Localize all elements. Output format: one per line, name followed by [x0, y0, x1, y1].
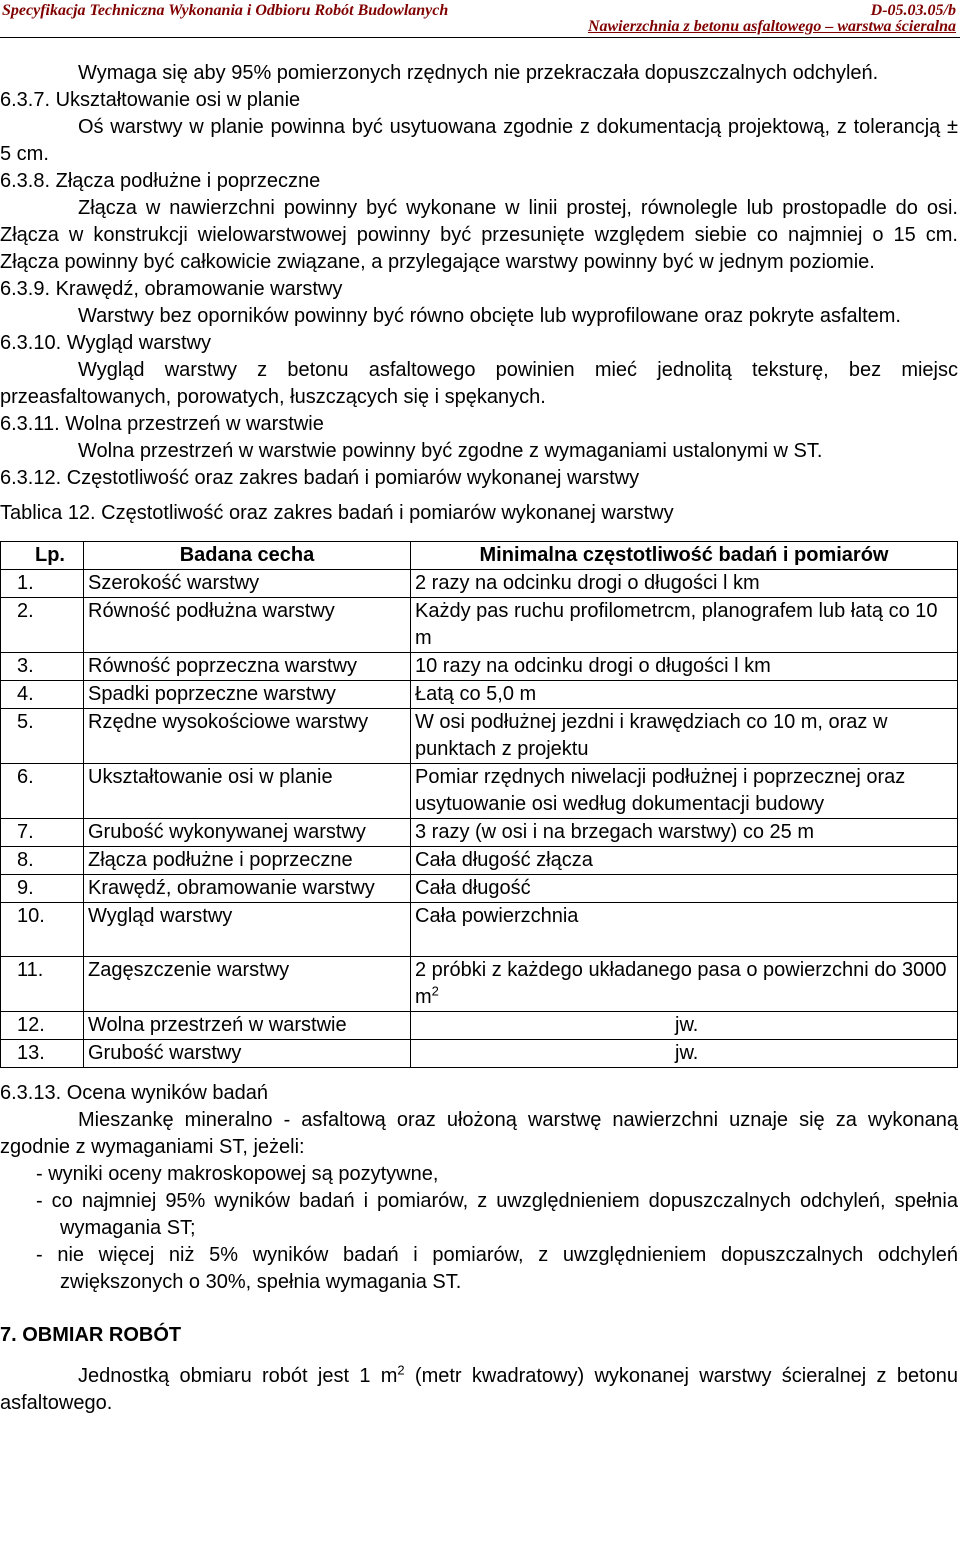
cell-number: 4. — [1, 681, 84, 709]
section-7-text-before: Jednostką obmiaru robót jest 1 m — [78, 1365, 398, 1387]
page-header — [0, 0, 960, 38]
cell-feature: Równość poprzeczna warstwy — [84, 653, 411, 681]
cell-number: 1. — [1, 570, 84, 598]
table-row — [1, 903, 958, 957]
paragraph-tolerance: Wymaga się aby 95% pomierzonych rzędnych nie przekraczała dopuszczalnych odchyleń. — [78, 62, 879, 84]
table-row — [1, 764, 958, 819]
header-cell-lp: Lp. — [1, 542, 84, 570]
cell-frequency: 10 razy na odcinku drogi o długości l km — [411, 653, 958, 681]
cell-frequency: jw. — [411, 1012, 958, 1040]
cell-number: 12. — [1, 1012, 84, 1040]
table-row — [1, 1040, 958, 1068]
cell-frequency-text: 2 próbki z każdego układanego pasa o powierzchni do 3000 m — [415, 959, 947, 1008]
header-cell-feature: Badana cecha — [84, 542, 411, 570]
cell-number: 9. — [1, 875, 84, 903]
cell-number: 5. — [1, 709, 84, 764]
heading-6-3-9: 6.3.9. Krawędź, obramowanie warstwy — [0, 278, 343, 300]
cell-number: 7. — [1, 819, 84, 847]
paragraph-6-3-8: Złącza w nawierzchni powinny być wykonane w linii prostej, równolegle lub prostopadle do osi. Złącza w konstrukcji wielowarstwowej powinny być przesunięte względem siebie co najmniej o 15 cm. Złącza powinny być całkowicie związane, a przylegające warstwy powinny być w jednym poziomie. — [0, 197, 958, 273]
cell-feature: Rzędne wysokościowe warstwy — [84, 709, 411, 764]
header-cell-frequency: Minimalna częstotliwość badań i pomiarów — [411, 542, 958, 570]
paragraph-6-3-7: Oś warstwy w planie powinna być usytuowana zgodnie z dokumentacją projektową, z tolerancją ± 5 cm. — [0, 116, 958, 165]
paragraph-assessment-intro: Mieszankę mineralno - asfaltową oraz ułożoną warstwę nawierzchni uznaje się za wykonaną zgodnie z wymaganiami ST, jeżeli: — [0, 1109, 958, 1158]
cell-number: 13. — [1, 1040, 84, 1068]
superscript-2: 2 — [431, 983, 439, 999]
cell-feature: Spadki poprzeczne warstwy — [84, 681, 411, 709]
cell-frequency: 2 razy na odcinku drogi o długości l km — [411, 570, 958, 598]
heading-6-3-8: 6.3.8. Złącza podłużne i poprzeczne — [0, 170, 321, 192]
header-subtitle: Nawierzchnia z betonu asfaltowego – warstwa ścieralna — [587, 18, 956, 35]
list-item: - co najmniej 95% wyników badań i pomiarów, z uwzględnieniem dopuszczalnych odchyleń, spełnia wymagania ST; — [36, 1190, 958, 1239]
heading-6-3-11: 6.3.11. Wolna przestrzeń w warstwie — [0, 413, 324, 435]
cell-number: 2. — [1, 598, 84, 653]
table-row — [1, 819, 958, 847]
cell-feature: Grubość wykonywanej warstwy — [84, 819, 411, 847]
cell-frequency: Pomiar rzędnych niwelacji podłużnej i poprzecznej oraz usytuowanie osi według dokumentacji budowy — [411, 764, 958, 819]
cell-number: 8. — [1, 847, 84, 875]
list-item: - wyniki oceny makroskopowej są pozytywne, — [36, 1163, 439, 1185]
document-body — [0, 60, 958, 1417]
tests-table — [0, 541, 958, 1068]
cell-feature: Złącza podłużne i poprzeczne — [84, 847, 411, 875]
heading-6-3-10: 6.3.10. Wygląd warstwy — [0, 332, 212, 354]
cell-feature: Równość podłużna warstwy — [84, 598, 411, 653]
list-item: - nie więcej niż 5% wyników badań i pomiarów, z uwzględnieniem dopuszczalnych odchyleń zwiększonych o 30%, spełnia wymagania ST. — [36, 1244, 958, 1293]
cell-number: 11. — [1, 957, 84, 1012]
table-row — [1, 709, 958, 764]
table-header-row — [1, 542, 958, 570]
cell-frequency: Łatą co 5,0 m — [411, 681, 958, 709]
cell-frequency: Cała długość złącza — [411, 847, 958, 875]
cell-frequency: Cała długość — [411, 875, 958, 903]
cell-number: 10. — [1, 903, 84, 957]
cell-frequency: W osi podłużnej jezdni i krawędziach co 10 m, oraz w punktach z projektu — [411, 709, 958, 764]
table-row — [1, 681, 958, 709]
table-row — [1, 598, 958, 653]
section-7-text-after: (metr kwadratowy) wykonanej warstwy ścieralnej z betonu asfaltowego. — [0, 1365, 959, 1414]
heading-6-3-13: 6.3.13. Ocena wyników badań — [0, 1082, 268, 1104]
section-7-paragraph — [0, 1363, 958, 1417]
cell-frequency: Cała powierzchnia — [411, 903, 958, 957]
cell-feature: Zagęszczenie warstwy — [84, 957, 411, 1012]
header-document-code: D-05.03.05/b — [870, 2, 956, 19]
cell-feature: Krawędź, obramowanie warstwy — [84, 875, 411, 903]
section-7-heading: 7. OBMIAR ROBÓT — [0, 1324, 182, 1346]
table-row — [1, 1012, 958, 1040]
cell-frequency: jw. — [411, 1040, 958, 1068]
table-row — [1, 957, 958, 1012]
table-caption: Tablica 12. Częstotliwość oraz zakres badań i pomiarów wykonanej warstwy — [0, 502, 674, 524]
heading-6-3-7: 6.3.7. Ukształtowanie osi w planie — [0, 89, 301, 111]
header-document-title: Specyfikacja Techniczna Wykonania i Odbioru Robót Budowlanych — [2, 2, 449, 19]
cell-feature: Grubość warstwy — [84, 1040, 411, 1068]
cell-number: 6. — [1, 764, 84, 819]
cell-frequency — [411, 957, 958, 1012]
header-divider — [0, 37, 960, 38]
table-row — [1, 570, 958, 598]
cell-feature: Wolna przestrzeń w warstwie — [84, 1012, 411, 1040]
cell-feature: Ukształtowanie osi w planie — [84, 764, 411, 819]
table-row — [1, 875, 958, 903]
paragraph-6-3-11: Wolna przestrzeń w warstwie powinny być zgodne z wymaganiami ustalonymi w ST. — [78, 440, 823, 462]
paragraph-6-3-9: Warstwy bez oporników powinny być równo obcięte lub wyprofilowane oraz pokryte asfaltem. — [78, 305, 901, 327]
cell-number: 3. — [1, 653, 84, 681]
cell-frequency: Każdy pas ruchu profilometrcm, planografem lub łatą co 10 m — [411, 598, 958, 653]
table-row — [1, 847, 958, 875]
heading-6-3-12: 6.3.12. Częstotliwość oraz zakres badań i pomiarów wykonanej warstwy — [0, 467, 640, 489]
cell-feature: Szerokość warstwy — [84, 570, 411, 598]
paragraph-6-3-10: Wygląd warstwy z betonu asfaltowego powinien mieć jednolitą teksturę, bez miejsc przeasfaltowanych, porowatych, łuszczących się i spękanych. — [0, 359, 958, 408]
cell-frequency: 3 razy (w osi i na brzegach warstwy) co 25 m — [411, 819, 958, 847]
table-row — [1, 653, 958, 681]
superscript-2: 2 — [397, 1362, 405, 1378]
cell-feature: Wygląd warstwy — [84, 903, 411, 957]
